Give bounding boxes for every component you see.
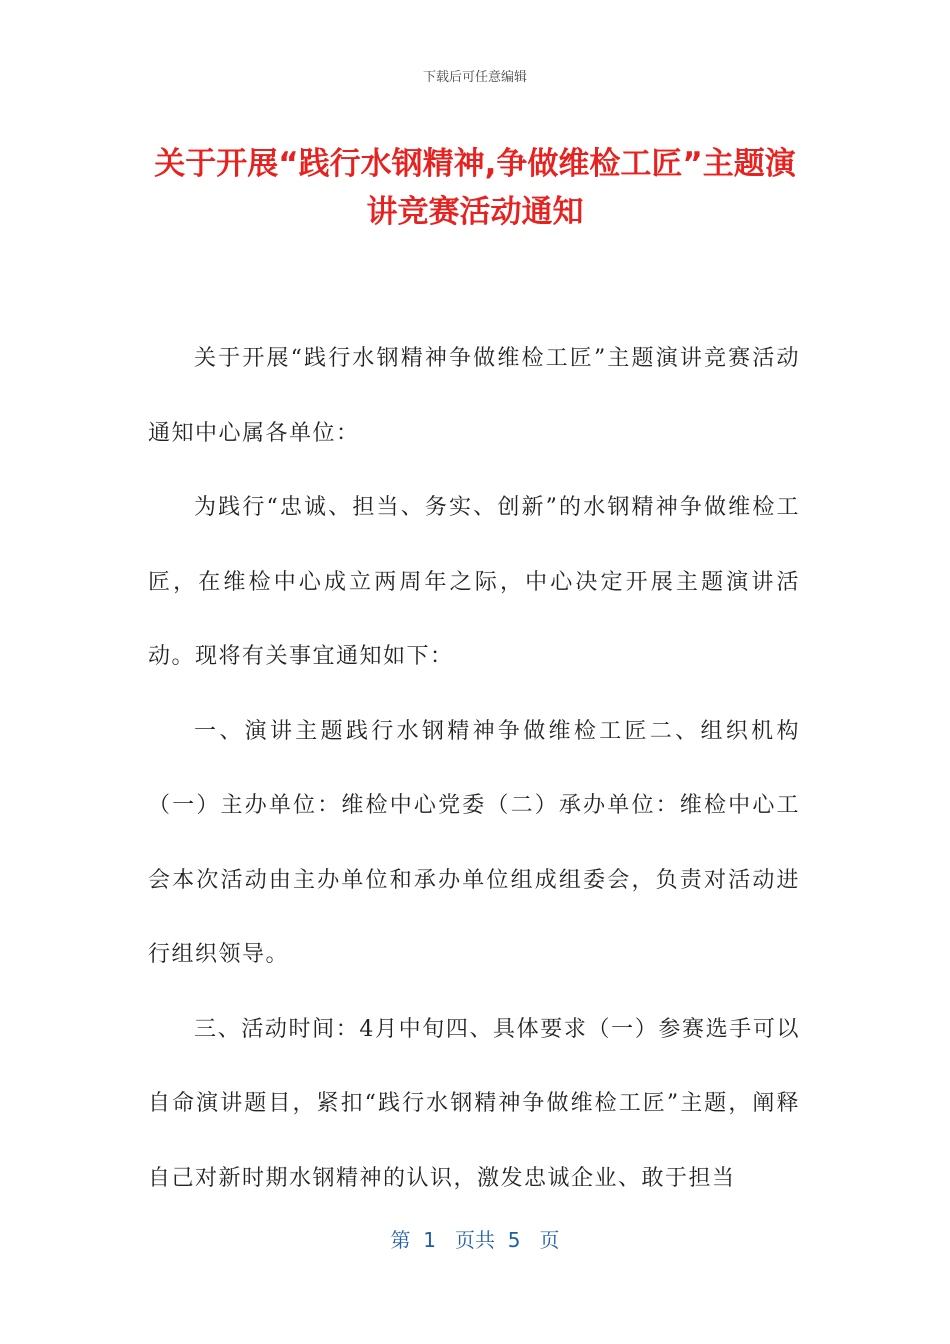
page-number: 第 1 页共 5 页 [390,1228,560,1252]
document-body [148,322,800,1216]
document-title: 关于开展“践行水钢精神,争做维检工匠”主题演讲竞赛活动通知 [154,146,796,230]
paragraph-organization: 一、演讲主题践行水钢精神争做维检工匠二、组织机构（一）主办单位：维检中心党委（二）承办单位：维检中心工会本次活动由主办单位和承办单位组成组委会，负责对活动进行组织领导。 [148,718,800,967]
paragraph-requirements: 三、活动时间：4月中旬四、具体要求（一）参赛选手可以自命演讲题目，紧扣“践行水钢精神争做维检工匠”主题，阐释自己对新时期水钢精神的认识，激发忠诚企业、敢于担当 [148,1016,800,1191]
download-note: 下载后可任意编辑 [422,70,527,85]
paragraph-purpose: 为践行“忠诚、担当、务实、创新”的水钢精神争做维检工匠，在维检中心成立两周年之际，中心决定开展主题演讲活动。现将有关事宜通知如下： [148,495,800,669]
paragraph-greeting: 关于开展“践行水钢精神争做维检工匠”主题演讲竞赛活动通知中心属各单位： [148,346,800,446]
